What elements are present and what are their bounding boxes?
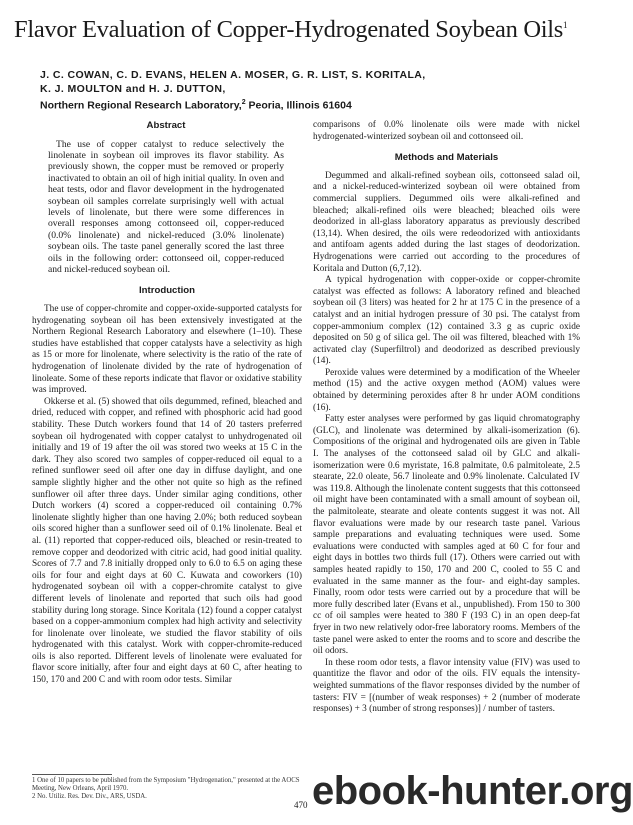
- abstract-section: [32, 120, 302, 275]
- footnote-divider: [32, 774, 112, 775]
- footnote-1: 1 One of 10 papers to be published from the Symposium "Hydrogenation," presented at the AOCS Meeting, New Orleans, April 1970.: [32, 777, 300, 793]
- abstract-heading: Abstract: [146, 120, 186, 131]
- introduction-heading: Introduction: [139, 285, 195, 297]
- author-list: [40, 69, 560, 96]
- intro-paragraph-1: The use of copper-chromite and copper-oxide-supported catalysts for hydrogenating soybean oil has been extensively investigated at the Northern Regional Research Laboratory and elsewhere (1–10). These studies have established that copper catalysts have a selectivity as high as 15 or more for linolenate, where selectivity is the ratio of the rate of hydrogenation of linolenate divided by the rate of hydrogenation of linoleate. Some of these reports indicate that flavor or oxidative stability was improved.: [32, 304, 302, 396]
- footnote-2: 2 No. Utiliz. Res. Dev. Div., ARS, USDA.: [32, 793, 147, 801]
- methods-paragraph-4: Fatty ester analyses were performed by gas liquid chromatography (GLC), and linolenate was determined by alkali-isomerization (6). Compositions of the original and hydrogenated oils are given in Table I. The analyses of the cottonseed salad oil by GLC and alkali-isomerization were 0.6 myristate, 16.8 palmitate, 0.6 palmitoleate, 2.5 stearate, 22.0 oleate, 56.7 linoleate and 0.9% linolenate. Calculated IV was 119.8. Although the linolenate content suggests that this cottonseed oil might have been contaminated with a small amount of soybean oil, the palmitoleate, stearate and oleate contents suggest it was not. All flavor evaluations were made by our research taste panel. Various sample preparations and evaluating techniques were used. Some evaluations were conducted with samples aged at 60 C for four and eight days in bottles two thirds full (17). Others were carried out with samples heated rapidly to 150, 170 and 200 C, cooled to 55 C and evaluated in the same manner as the four- and eight-day samples. Finally, room odor tests were carried out by a procedure that will be more fully described later (Evans et al., unpublished). From 150 to 300 cc of oil samples were heated to 380 F (193 C) in an open deep-fat fryer in two new relatively odor-free laboratory rooms. Members of the taste panel were asked to enter the rooms and to score and describe the oil odors.: [313, 414, 580, 657]
- footnotes: [32, 774, 302, 802]
- intro-paragraph-2: Okkerse et al. (5) showed that oils degummed, refined, bleached and dried, reduced with copper, and refined with phosphoric acid had good stability. These Dutch workers found that 14 of 20 tasters preferred soybean oil hydrogenated with copper catalyst to unhydrogenated oil initially and 19 of 19 after the oil was stored two weeks at 15 C in the dark. They also scored two samples of copper-reduced oil equal to a refined sunflower seed oil after one day in diffuse daylight, and one sample slightly higher and the other not quite so high as the refined sunflower oil after three days. Under similar aging conditions, other Dutch workers (4) scored a copper-reduced oil containing 0.7% linolenate slightly higher than one having 2.0%; both reduced soybean oils scored higher than a sunflower seed oil of 0.1% linolenate. Beal et al. (11) reported that copper-reduced oils, bleached or resin-treated to remove copper and deodorized with citric acid, had good initial quality. Scores of 7.7 and 7.8 initially dropped only to 6.0 to 6.5 on aging these oils for four and eight days at 60 C. Kuwata and coworkers (10) hydrogenated soybean oil with a copper-chromite catalyst to give different levels of linolenate and reported that such oils had good stability during long storage. Since Koritala (12) found a copper catalyst based on a copper-ammonium complex had high activity and selectivity for linolenate over linoleate, we studied the flavor stability of oils hydrogenated with this catalyst. Work with copper-chromite-reduced oils is also reported. Different levels of linolenate were evaluated for flavor score initially, after four and eight days at 60 C, after heating to 150, 170 and 200 C and with room odor tests. Similar: [32, 396, 302, 686]
- authors-line-1: J. C. COWAN, C. D. EVANS, HELEN A. MOSER, G. R. LIST, S. KORITALA,: [40, 69, 426, 81]
- right-column: [313, 120, 580, 716]
- methods-paragraph-1: Degummed and alkali-refined soybean oils, cottonseed salad oil, and a nickel-reduced-winterized soybean oil were obtained from commercial suppliers. Degummed oils were alkali-refined and bleached; alkali-refined oils were bleached; bleached oils were deodorized in all-glass laboratory apparatus as previously described (13,14). When desired, the oils were redeodorized with antioxidants and antifoam agents added during the last stages of deodorization. Hydrogenations were carried out according to the procedures of Koritala and Dutton (6,7,12).: [313, 170, 580, 274]
- left-column: [32, 120, 302, 687]
- page-number: 470: [294, 800, 308, 810]
- affiliation-footnote-marker: 2: [241, 99, 246, 106]
- methods-paragraph-2: A typical hydrogenation with copper-oxide or copper-chromite catalyst was effected as follows: A laboratory refined and bleached soybean oil (3 liters) was heated for 2 hr at 175 C in the presence of a catalyst and an initial hydrogen pressure of 30 psi. The catalyst from copper-ammonium complex (12) contained 3.3 g as cupric oxide deposited on 50 g of silica gel. The oil was filtered, bleached with 1% activated clay (Superfiltrol) and deodorized as described previously (14).: [313, 275, 580, 367]
- watermark: ebook-hunter.org: [312, 769, 633, 813]
- authors-line-2: K. J. MOULTON and H. J. DUTTON,: [40, 82, 226, 95]
- title-footnote-marker: 1: [563, 20, 568, 30]
- intro-continuation: comparisons of 0.0% linolenate oils were made with nickel hydrogenated-winterized soybean oil and cottonseed oil.: [313, 120, 580, 142]
- affiliation-place: Peoria, Illinois 61604: [245, 99, 352, 112]
- methods-paragraph-5: In these room odor tests, a flavor intensity value (FIV) was used to quantitize the flavor and odor of the oils. FIV equals the intensity-weighted summations of the flavor responses divided by the number of tasters: FIV = [(number of weak responses) + 2 (number of moderate responses) + 3 (number of strong responses)] / number of tasters.: [313, 657, 580, 715]
- title-text: Flavor Evaluation of Copper-Hydrogenated Soybean Oils: [14, 16, 564, 44]
- methods-paragraph-3: Peroxide values were determined by a modification of the Wheeler method (15) and the active oxygen method (AOM) values were obtained by determining peroxides after 8 hr under AOM conditions (16).: [313, 367, 580, 413]
- methods-heading: Methods and Materials: [394, 152, 499, 164]
- affiliation-name: Northern Regional Research Laboratory,: [40, 99, 242, 112]
- paper-title: [14, 10, 586, 45]
- abstract-paragraph: The use of copper catalyst to reduce selectively the linolenate in soybean oil improves its flavor stability. As previously shown, the copper must be removed or properly inactivated to obtain an oil of high initial quality. In oven and heat tests, odor and flavor development in the hydrogenated soybean oil samples correlate surprisingly well with actual levels of linolenate, but there were some differences in overall responses among cottonseed oil, copper-reduced (0.0% linolenate) and nickel-reduced (3.0% linolenate) soybean oils. The taste panel generally scored the last three oils in the following order: cottonseed oil, copper-reduced and nickel-reduced soybean oil.: [48, 138, 284, 276]
- affiliation: [40, 96, 560, 113]
